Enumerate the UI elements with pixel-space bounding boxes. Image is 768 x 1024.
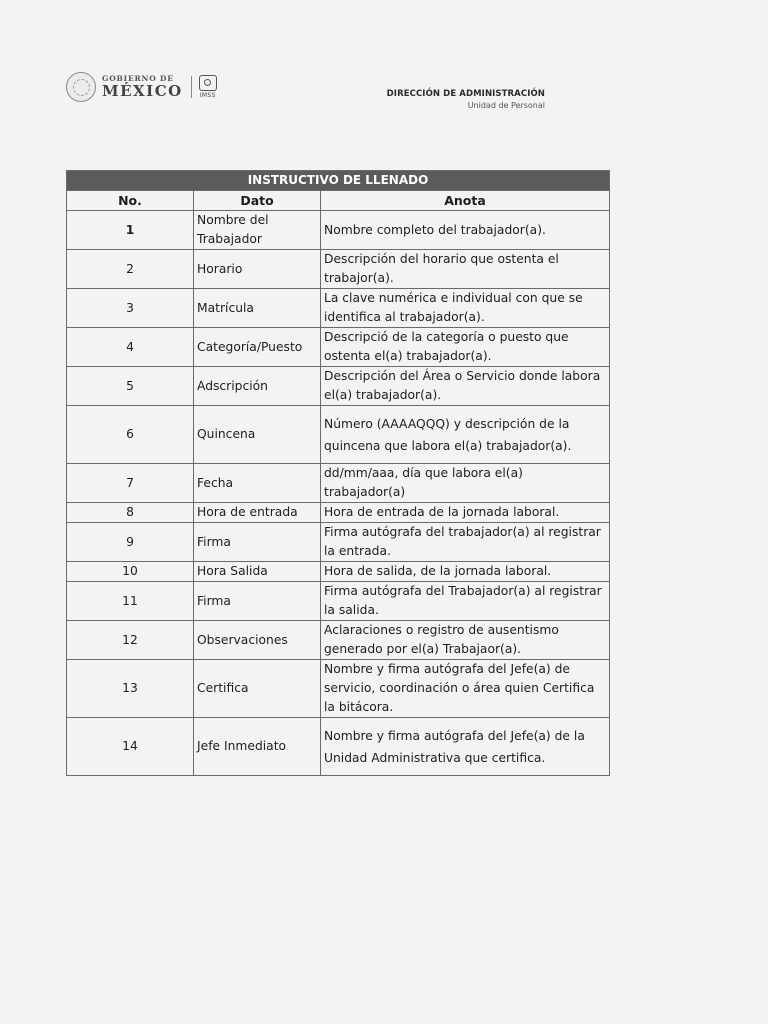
table-row: [67, 562, 610, 582]
row-anota: dd/mm/aaa, día que labora el(a) trabajador(a): [321, 464, 610, 503]
row-anota: Firma autógrafa del trabajador(a) al registrar la entrada.: [321, 523, 610, 562]
row-dato: Certifica: [194, 660, 321, 718]
row-no: 8: [67, 503, 194, 523]
row-dato: Horario: [194, 250, 321, 289]
row-anota: Hora de salida, de la jornada laboral.: [321, 562, 610, 582]
row-no: 14: [67, 718, 194, 776]
row-dato: Firma: [194, 582, 321, 621]
row-anota: Descripció de la categoría o puesto que ostenta el(a) trabajador(a).: [321, 328, 610, 367]
row-anota: Aclaraciones o registro de ausentismo generado por el(a) Trabajaor(a).: [321, 621, 610, 660]
row-no: 10: [67, 562, 194, 582]
row-dato: Observaciones: [194, 621, 321, 660]
table-row: [67, 289, 610, 328]
row-anota: Descripción del horario que ostenta el trabajor(a).: [321, 250, 610, 289]
row-dato: Matrícula: [194, 289, 321, 328]
row-anota: Hora de entrada de la jornada laboral.: [321, 503, 610, 523]
row-anota: Nombre y firma autógrafa del Jefe(a) de la Unidad Administrativa que certifica.: [321, 718, 610, 776]
row-no: 11: [67, 582, 194, 621]
row-no: 3: [67, 289, 194, 328]
row-dato: Fecha: [194, 464, 321, 503]
row-no: 5: [67, 367, 194, 406]
instructivo-table: [66, 170, 610, 776]
national-seal-icon: [66, 72, 96, 102]
imss-label: IMSS: [199, 92, 216, 99]
table-row: [67, 367, 610, 406]
table-title: INSTRUCTIVO DE LLENADO: [67, 171, 610, 191]
row-no: 9: [67, 523, 194, 562]
column-header-no: No.: [67, 191, 194, 211]
direccion-title: DIRECCIÓN DE ADMINISTRACIÓN: [386, 89, 545, 99]
row-dato: Categoría/Puesto: [194, 328, 321, 367]
table-row: [67, 406, 610, 464]
table-row: [67, 211, 610, 250]
row-anota: Descripción del Área o Servicio donde labora el(a) trabajador(a).: [321, 367, 610, 406]
table-row: [67, 328, 610, 367]
table-row: [67, 660, 610, 718]
table-row: [67, 250, 610, 289]
column-header-dato: Dato: [194, 191, 321, 211]
row-anota: Nombre completo del trabajador(a).: [321, 211, 610, 250]
row-dato: Firma: [194, 523, 321, 562]
gov-top-text: GOBIERNO DE: [102, 73, 174, 83]
header-department: [345, 89, 545, 110]
logo-divider: [191, 76, 192, 98]
table-row: [67, 621, 610, 660]
imss-logo: [199, 75, 217, 99]
row-dato: Jefe Inmediato: [194, 718, 321, 776]
column-header-anota: Anota: [321, 191, 610, 211]
table-row: [67, 503, 610, 523]
unidad-subtitle: Unidad de Personal: [467, 101, 545, 110]
row-dato: Quincena: [194, 406, 321, 464]
row-no: 6: [67, 406, 194, 464]
gov-main-text: MÉXICO: [102, 82, 183, 101]
row-anota: Nombre y firma autógrafa del Jefe(a) de servicio, coordinación o área quien Certifica la bitácora.: [321, 660, 610, 718]
imss-icon: [199, 75, 217, 91]
row-dato: Hora de entrada: [194, 503, 321, 523]
row-dato: Hora Salida: [194, 562, 321, 582]
row-no: 1: [67, 211, 194, 250]
table-row: [67, 582, 610, 621]
table-title-row: [67, 171, 610, 191]
row-dato: Adscripción: [194, 367, 321, 406]
row-anota: Número (AAAAQQQ) y descripción de la quincena que labora el(a) trabajador(a).: [321, 406, 610, 464]
table-row: [67, 464, 610, 503]
gobierno-mexico-logo: [66, 70, 217, 104]
table-header-row: [67, 191, 610, 211]
row-no: 4: [67, 328, 194, 367]
row-anota: La clave numérica e individual con que se identifica al trabajador(a).: [321, 289, 610, 328]
row-no: 7: [67, 464, 194, 503]
row-no: 2: [67, 250, 194, 289]
table-row: [67, 718, 610, 776]
row-dato: Nombre del Trabajador: [194, 211, 321, 250]
table-row: [67, 523, 610, 562]
row-anota: Firma autógrafa del Trabajador(a) al registrar la salida.: [321, 582, 610, 621]
row-no: 13: [67, 660, 194, 718]
row-no: 12: [67, 621, 194, 660]
